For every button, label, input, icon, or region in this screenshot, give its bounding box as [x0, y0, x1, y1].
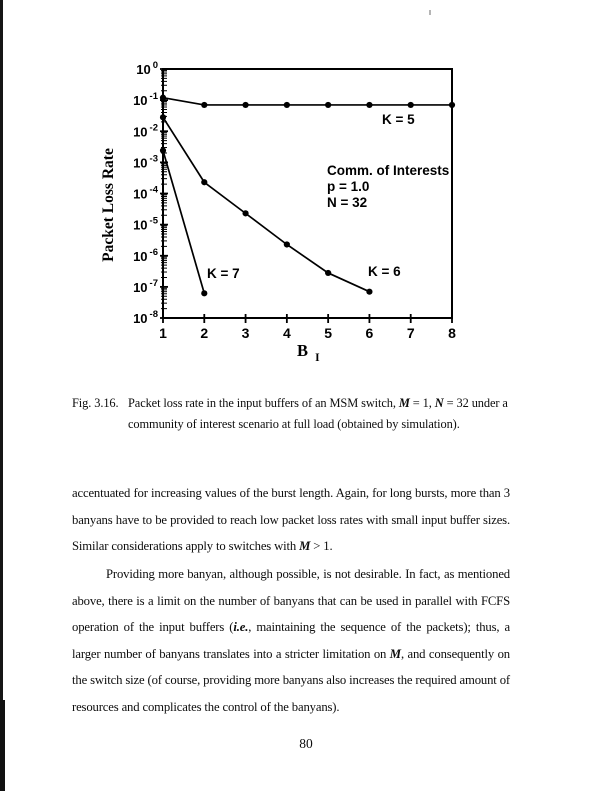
data-point-K=5	[408, 102, 414, 108]
body-paragraph-1	[72, 480, 510, 560]
data-point-K=5	[284, 102, 290, 108]
x-tick-label: 2	[200, 325, 209, 341]
x-axis-title-main: B	[297, 341, 309, 360]
x-axis-title	[297, 341, 320, 364]
emphasized-text: N	[434, 396, 444, 410]
data-point-K=5	[366, 102, 372, 108]
text-run: Packet loss rate in the input buffers of an MSM switch,	[128, 396, 399, 410]
emphasized-text: M	[389, 646, 401, 661]
figure-caption-text	[128, 393, 516, 435]
y-tick-label: 10 $^{-1}$	[133, 91, 158, 109]
y-tick-label: 10 $^{-3}$	[133, 153, 158, 171]
text-run: , and consequently on the switch size (of course, providing more banyans also increases the required amount of resources and complicates the control of the banyans).	[72, 646, 510, 714]
data-point-K=5	[160, 95, 166, 101]
figure-caption	[72, 393, 516, 435]
text-run: = 32 under a community of interest scenario at full load (obtained by simulation).	[128, 396, 508, 431]
x-tick-label: 1	[159, 325, 167, 341]
annotation-line-3: N = 32	[327, 195, 368, 210]
emphasized-text: M	[299, 539, 311, 554]
data-point-K=5	[449, 102, 455, 108]
y-tick-label: 10 $^{-7}$	[133, 277, 158, 295]
y-tick-label: 10 $^{-8}$	[133, 309, 158, 326]
y-tick-label: 10 $^{-4}$	[133, 184, 158, 202]
text-run: accentuated for increasing values of the burst length. Again, for long bursts, more than 3 banyans have to be provided to reach low packet loss rates with small input buffer sizes. Similar considerations apply to switches with	[72, 486, 510, 554]
text-run: Providing more banyan, although possible, is not desirable. In fact, as mentioned above, there is a limit on the number of banyans that can be used in parallel with FCFS operation of the input buffers (	[72, 567, 510, 635]
annotation-line-1: Comm. of Interests	[327, 163, 450, 178]
series-label-k5: K = 5	[382, 112, 415, 127]
y-tick-label: 10 $^{-6}$	[133, 246, 158, 264]
x-tick-label: 3	[241, 325, 250, 341]
data-point-K=6	[160, 114, 166, 120]
series-label-k6: K = 6	[368, 264, 401, 279]
data-point-K=6	[325, 270, 331, 276]
data-point-K=7	[201, 290, 207, 296]
page-number: 80	[299, 736, 313, 751]
x-tick-label: 4	[282, 325, 291, 341]
data-point-K=6	[242, 210, 248, 216]
text-run: > 1.	[310, 539, 333, 554]
y-tick-label: 10 $^{-2}$	[133, 122, 158, 140]
packet-loss-chart	[0, 0, 612, 380]
data-point-K=6	[201, 179, 207, 185]
text-run: = 1,	[409, 396, 435, 410]
emphasized-text: i.e.	[233, 620, 249, 635]
data-point-K=5	[325, 102, 331, 108]
x-tick-label: 8	[448, 325, 456, 341]
data-point-K=5	[242, 102, 248, 108]
y-tick-label: 10 $^{-5}$	[133, 215, 158, 233]
figure-caption-label: Fig. 3.16.	[72, 396, 119, 410]
chart-plot-layer	[133, 60, 456, 341]
x-tick-label: 5	[324, 325, 333, 341]
data-point-K=6	[366, 289, 372, 295]
y-tick-label: 10 $^0$	[136, 60, 158, 77]
x-axis-title-subscript: I	[315, 352, 320, 364]
annotation-line-2: p = 1.0	[327, 179, 370, 194]
y-axis-title: Packet Loss Rate	[100, 148, 117, 262]
series-label-k7: K = 7	[207, 266, 240, 281]
body-paragraph-2	[72, 561, 510, 721]
emphasized-text: M	[398, 396, 410, 410]
data-point-K=5	[201, 102, 207, 108]
x-tick-label: 6	[365, 325, 374, 341]
text-run: , maintaining the sequence of the packets); thus, a larger number of banyans translates into a stricter limitation on	[72, 620, 510, 661]
x-tick-label: 7	[406, 325, 415, 341]
data-point-K=6	[284, 241, 290, 247]
data-point-K=7	[160, 147, 166, 153]
